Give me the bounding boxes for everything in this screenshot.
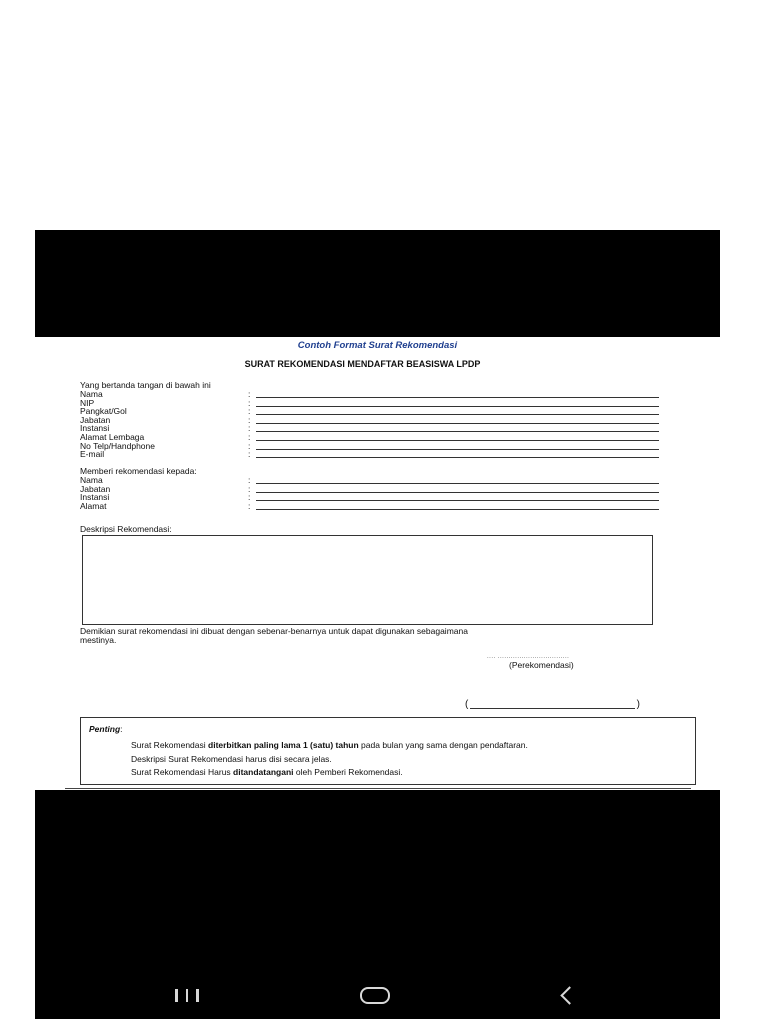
recipient-field <box>80 502 660 511</box>
signature-paren-right: ) <box>636 699 640 710</box>
recommender-field <box>80 450 660 459</box>
important-box <box>80 717 696 785</box>
home-icon <box>360 987 390 1004</box>
recommender-field <box>80 442 660 451</box>
field-label: No Telp/Handphone <box>80 440 155 451</box>
field-label: Nama <box>80 475 103 485</box>
signature-paren-left: ( <box>465 699 469 710</box>
description-box <box>82 535 653 625</box>
field-label: Jabatan <box>80 483 111 494</box>
signature-rule <box>470 708 635 709</box>
field-colon: : <box>248 432 251 442</box>
important-item: Surat Rekomendasi Harus ditandatangani oleh Pemberi Rekomendasi. <box>131 767 403 777</box>
signature-line <box>465 699 640 710</box>
recommender-field <box>80 424 660 433</box>
important-title: Penting: <box>89 724 123 734</box>
recipient-field <box>80 476 660 485</box>
field-label: Alamat Lembaga <box>80 432 145 442</box>
signature-dots: .... ................................. <box>487 654 570 660</box>
closing-text-line2: mestinya. <box>80 635 117 645</box>
field-label: Pangkat/Gol <box>80 406 127 417</box>
recommender-field <box>80 407 660 416</box>
recipient-intro: Memberi rekomendasi kepada: <box>80 466 197 476</box>
field-label: Nama <box>80 389 103 399</box>
home-button[interactable] <box>353 980 397 1010</box>
recommender-field <box>80 433 660 442</box>
recents-button[interactable] <box>167 980 207 1010</box>
field-colon: : <box>248 406 251 417</box>
closing-text-line1: Demikian surat rekomendasi ini dibuat dengan sebenar-benarnya untuk dapat digunakan sebagaimana <box>80 627 468 636</box>
field-colon: : <box>248 475 251 485</box>
recommender-field <box>80 390 660 399</box>
page-bottom-rule <box>65 788 691 789</box>
phone-screen <box>35 230 720 1019</box>
document-subtitle: Contoh Format Surat Rekomendasi <box>297 340 458 351</box>
document-title: SURAT REKOMENDASI MENDAFTAR BEASISWA LPDP <box>244 359 481 369</box>
document-page[interactable] <box>35 337 720 790</box>
field-label: Jabatan <box>80 414 111 425</box>
back-icon <box>560 986 578 1004</box>
field-colon: : <box>248 397 251 408</box>
field-colon: : <box>248 414 251 425</box>
field-colon: : <box>248 483 251 494</box>
field-label: Instansi <box>80 423 110 434</box>
recents-icon <box>171 989 203 1002</box>
field-label: NIP <box>80 397 95 408</box>
field-label: E-mail <box>80 449 105 460</box>
field-colon: : <box>248 389 251 399</box>
back-button[interactable] <box>551 980 581 1010</box>
field-label: Alamat <box>80 500 107 511</box>
field-colon: : <box>248 423 251 434</box>
field-line <box>256 509 659 510</box>
field-colon: : <box>248 440 251 451</box>
important-item: Surat Rekomendasi diterbitkan paling lama 1 (satu) tahun pada bulan yang sama dengan pendaftaran. <box>131 740 528 750</box>
top-black-band <box>35 230 720 337</box>
intro-text: Yang bertanda tangan di bawah ini <box>80 380 211 390</box>
field-label: Instansi <box>80 492 110 503</box>
recommender-field <box>80 399 660 408</box>
recommender-field <box>80 416 660 425</box>
field-colon: : <box>248 449 251 460</box>
top-blank-area <box>0 0 768 230</box>
description-label: Deskripsi Rekomendasi: <box>80 524 172 534</box>
field-line <box>256 457 659 458</box>
signature-label: (Perekomendasi) <box>509 660 574 670</box>
navigation-bar <box>35 980 720 1010</box>
recipient-field <box>80 493 660 502</box>
recipient-field <box>80 485 660 494</box>
field-colon: : <box>248 500 251 511</box>
field-colon: : <box>248 492 251 503</box>
important-item: Deskripsi Surat Rekomendasi harus disi secara jelas. <box>131 754 332 764</box>
